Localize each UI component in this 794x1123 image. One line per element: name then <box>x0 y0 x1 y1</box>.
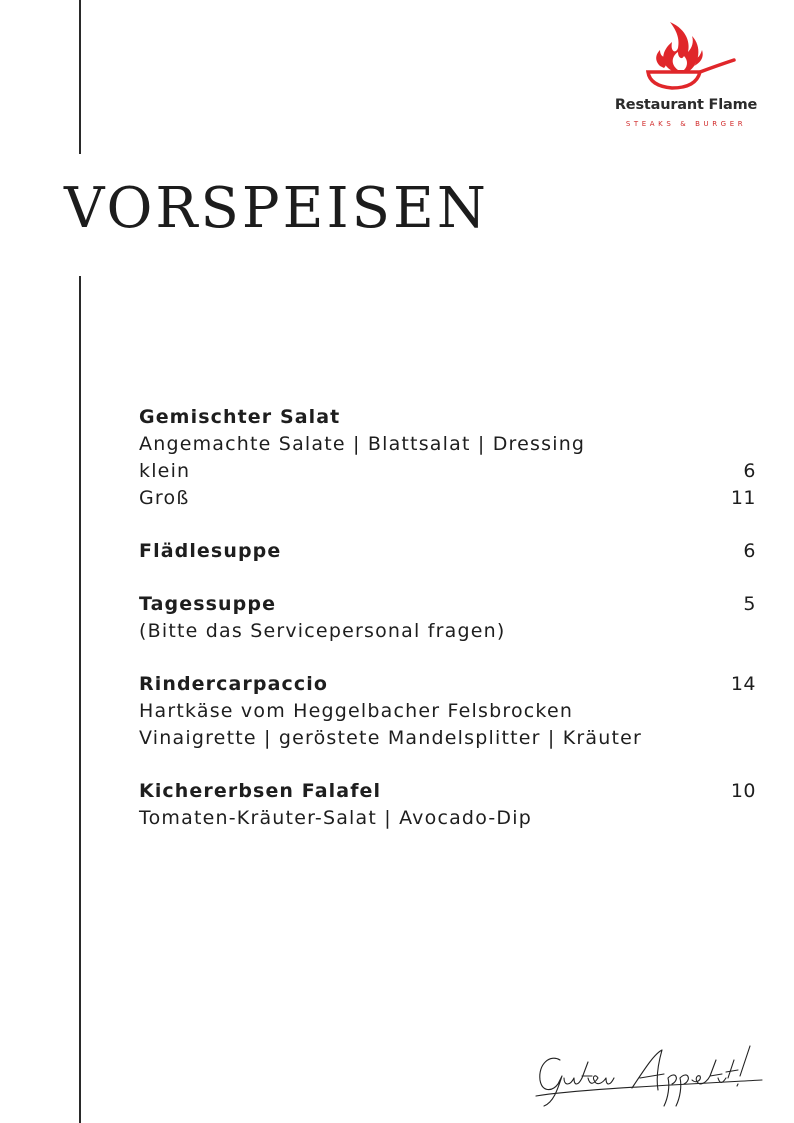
menu-item-description: Hartkäse vom Heggelbacher Felsbrocken <box>139 700 574 722</box>
menu-item-price: 14 <box>730 673 756 695</box>
menu-item-name: Tagessuppe <box>139 593 277 615</box>
flame-pan-icon <box>638 20 738 96</box>
decorative-line-top <box>79 0 81 154</box>
menu-item-price: 10 <box>730 780 756 802</box>
restaurant-logo <box>596 16 776 136</box>
menu-item-name: Flädlesuppe <box>139 540 282 562</box>
size-label: klein <box>139 460 191 482</box>
restaurant-name: Restaurant Flame <box>614 97 758 113</box>
menu-list <box>139 404 756 858</box>
menu-item-name: Rindercarpaccio <box>139 673 328 695</box>
menu-item-price: 11 <box>730 487 756 509</box>
menu-item-description: Tomaten-Kräuter-Salat | Avocado-Dip <box>139 807 532 829</box>
menu-item-price: 6 <box>743 460 756 482</box>
size-label: Groß <box>139 487 190 509</box>
decorative-line-bottom <box>79 276 81 1123</box>
menu-item-name: Kichererbsen Falafel <box>139 780 382 802</box>
menu-item-gemischter-salat <box>139 404 756 512</box>
menu-item-price: 5 <box>743 593 756 615</box>
restaurant-tagline: STEAKS & BURGER <box>625 120 747 128</box>
menu-item-rindercarpaccio <box>139 671 756 752</box>
menu-item-description: Angemachte Salate | Blattsalat | Dressing <box>139 433 586 455</box>
menu-item-name: Gemischter Salat <box>139 406 341 428</box>
signature-guten-appetit <box>532 1040 772 1110</box>
menu-item-flaedlesuppe <box>139 538 756 565</box>
menu-item-tagessuppe <box>139 591 756 645</box>
menu-item-description: (Bitte das Servicepersonal fragen) <box>139 620 506 642</box>
menu-item-size-row <box>139 485 756 512</box>
menu-item-price: 6 <box>743 540 756 562</box>
menu-item-size-row <box>139 458 756 485</box>
section-title: VORSPEISEN <box>64 176 489 241</box>
menu-item-kichererbsen-falafel <box>139 778 756 832</box>
menu-item-description: Vinaigrette | geröstete Mandelsplitter | Kräuter <box>139 727 643 749</box>
